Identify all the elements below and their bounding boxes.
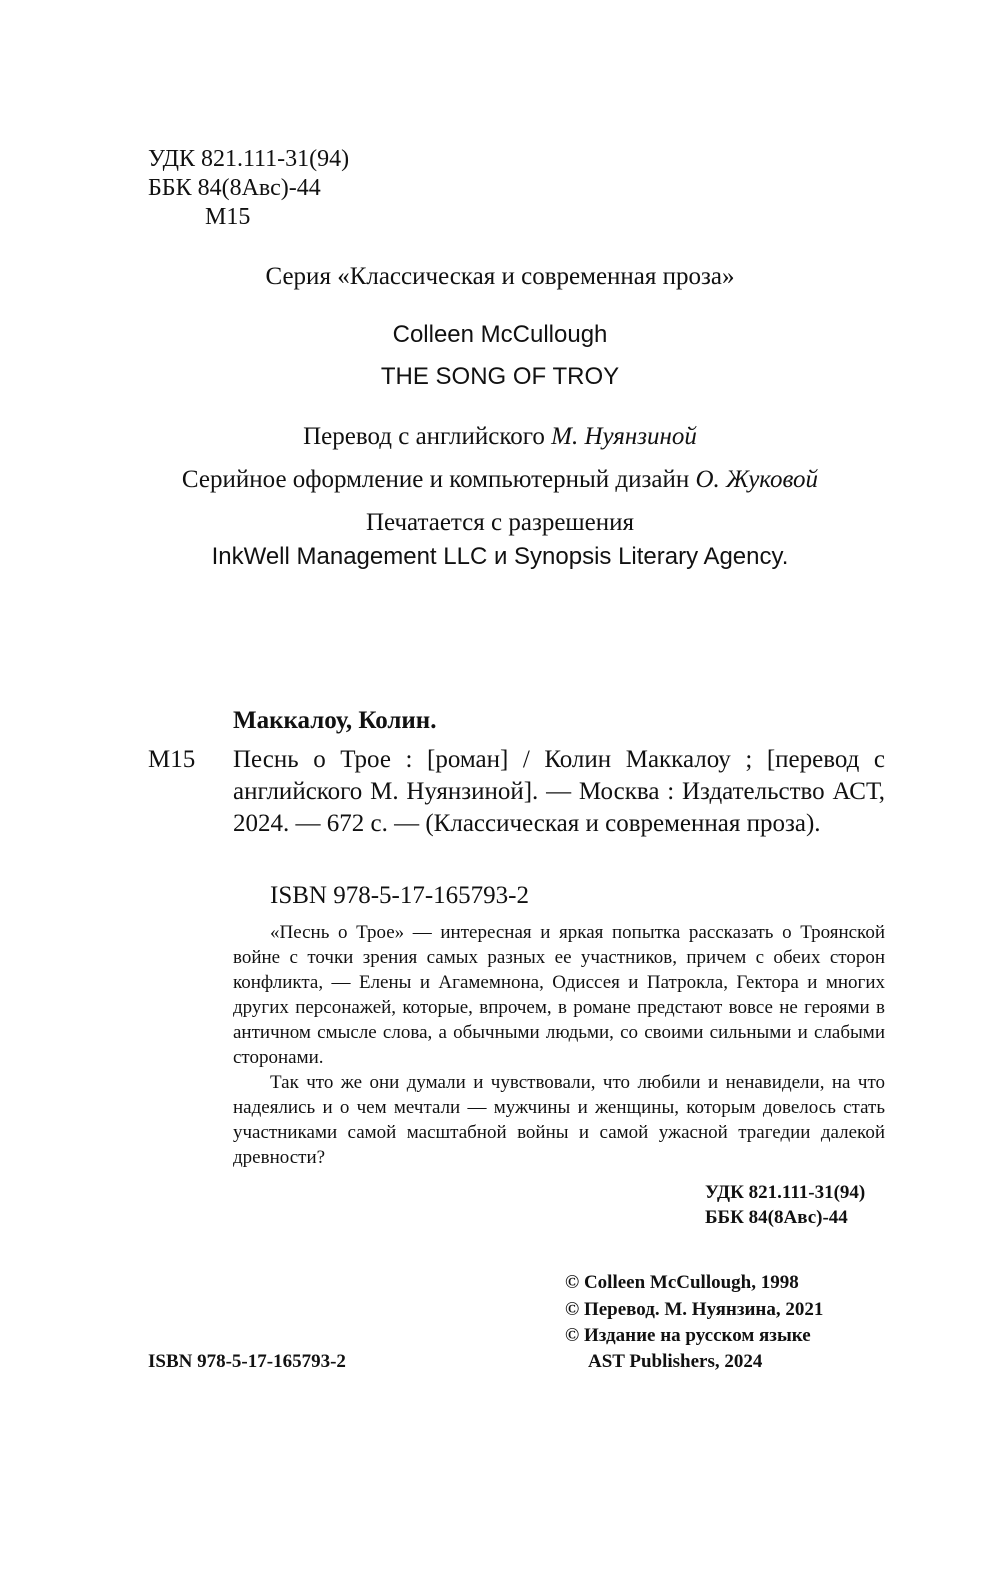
isbn-bottom: ISBN 978-5-17-165793-2	[148, 1351, 346, 1372]
bib-isbn: ISBN 978-5-17-165793-2	[270, 882, 530, 909]
original-title: THE SONG OF TROY	[380, 363, 620, 390]
copyright-line-2: © Перевод. М. Нуянзина, 2021	[565, 1299, 824, 1320]
annotation-paragraph-1: «Песнь о Трое» — интересная и яркая попытка рассказать о Троянской войне с точки зрения самых разных ее участников, причем с обеих сторон конфликта, — Елены и Агамемнона, Одиссея и Патрокла, Гектора и многих других персонажей, которые, впрочем, в романе предстают вовсе не героями в античном смысле слова, а обычными людьми, со своими сильными и слабыми сторонами.	[233, 922, 885, 1068]
bib-mark: М15	[148, 746, 196, 773]
series-line: Серия «Классическая и современная проза»	[265, 263, 735, 290]
original-author: Colleen McCullough	[392, 321, 608, 348]
header-bbk: ББК 84(8Авс)-44	[148, 175, 321, 201]
classification-bbk: ББК 84(8Авс)-44	[705, 1207, 848, 1228]
designer-name: О. Жуковой	[695, 466, 819, 493]
translation-credit	[0, 423, 1000, 451]
copyright-line-1: © Colleen McCullough, 1998	[565, 1272, 799, 1293]
design-label: Серийное оформление и компьютерный дизайн	[181, 466, 690, 493]
copyright-line-3: © Издание на русском языке	[565, 1325, 811, 1346]
translator-name: М. Нуянзиной	[551, 423, 697, 450]
annotation	[233, 920, 885, 1170]
header-author-mark: М15	[205, 204, 251, 230]
permission-line-2: InkWell Management LLC и Synopsis Literary Agency.	[211, 543, 789, 570]
classification-udk: УДК 821.111-31(94)	[705, 1182, 866, 1203]
design-credit	[0, 466, 1000, 494]
bib-heading: Маккалоу, Колин.	[233, 707, 437, 734]
permission-line-1: Печатается с разрешения	[365, 509, 635, 536]
annotation-paragraph-2: Так что же они думали и чувствовали, что любили и ненавидели, на что надеялись и о чем мечтали — мужчины и женщины, которым довелось стать участниками самой масштабной войны и самой ужасной трагедии далекой древности?	[233, 1072, 885, 1168]
header-udk: УДК 821.111-31(94)	[148, 146, 350, 172]
bib-description: Песнь о Трое : [роман] / Колин Маккалоу ; [перевод с английского М. Нуянзиной]. — Москва : Издательство АСТ, 2024. — 672 с. — (Классическая и современная проза).	[233, 746, 885, 837]
translation-label: Перевод с английского	[303, 423, 545, 450]
copyright-line-4: AST Publishers, 2024	[588, 1351, 763, 1372]
